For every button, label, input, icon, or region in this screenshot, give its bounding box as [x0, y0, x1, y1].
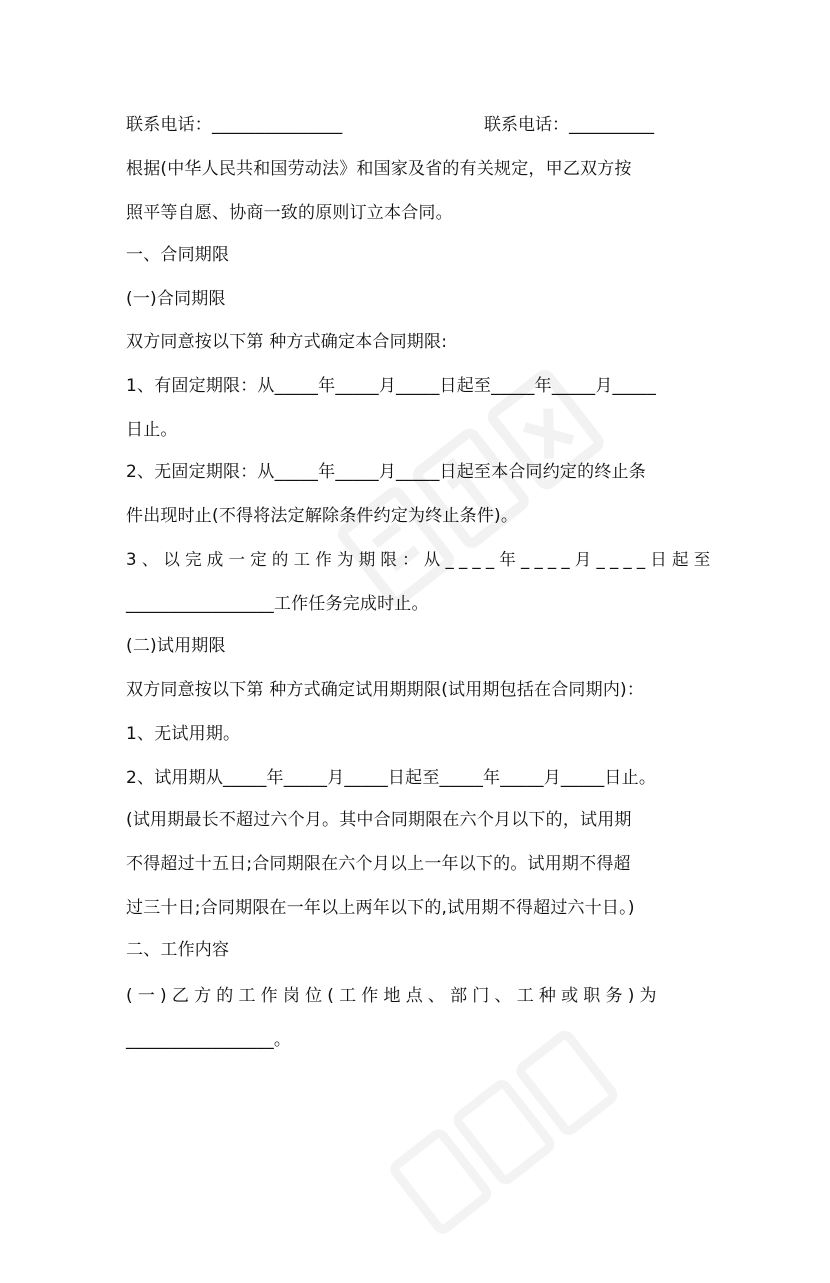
- paragraph-line: 双方同意按以下第 种方式确定试用期期限(试用期包括在合同期内)：: [126, 680, 645, 700]
- paragraph-line: 日止。: [126, 420, 178, 440]
- contact-phone-left: 联系电话：_______________: [126, 115, 343, 135]
- paragraph-line: (一)乙方的工作岗位(工作地点、部门、工种或职务)为: [126, 986, 662, 1006]
- paragraph-line: 2、试用期从_____年_____月_____日起至_____年_____月_____日止。: [126, 768, 657, 788]
- paragraph-line: 2、无固定期限：从_____年_____月_____日起至本合同约定的终止条: [126, 462, 646, 482]
- paragraph-line: 1、有固定期限：从_____年_____月_____日起至_____年_____月_____: [126, 376, 657, 396]
- section-heading: 一、合同期限: [126, 245, 230, 265]
- paragraph-line: 过三十日;合同期限在一年以上两年以下的,试用期不得超过六十日。): [126, 898, 635, 918]
- section-heading: 二、工作内容: [126, 940, 230, 960]
- paragraph-line: _________________工作任务完成时止。: [126, 594, 429, 614]
- paragraph-line: 照平等自愿、协商一致的原则订立本合同。: [126, 203, 453, 223]
- watermark-icon: [288, 313, 672, 687]
- paragraph-line: _________________。: [126, 1030, 292, 1050]
- subsection-heading: (一)合同期限: [126, 289, 226, 309]
- paragraph-line: 根据(中华人民共和国劳动法》和国家及省的有关规定，甲乙双方按: [126, 159, 632, 179]
- paragraph-line: 不得超过十五日;合同期限在六个月以上一年以下的。试用期不得超: [126, 854, 631, 874]
- paragraph-line: 件出现时止(不得将法定解除条件约定为终止条件)。: [126, 506, 519, 526]
- paragraph-line: (试用期最长不超过六个月。其中合同期限在六个月以下的，试用期: [126, 810, 632, 830]
- paragraph-line: 1、无试用期。: [126, 724, 241, 744]
- paragraph-line: 双方同意按以下第 种方式确定本合同期限:: [126, 332, 448, 352]
- paragraph-line: 3、以完成一定的工作为期限：从____年____月____日起至: [126, 550, 716, 569]
- contact-phone-right: 联系电话：__________: [484, 115, 654, 135]
- subsection-heading: (二)试用期限: [126, 636, 226, 656]
